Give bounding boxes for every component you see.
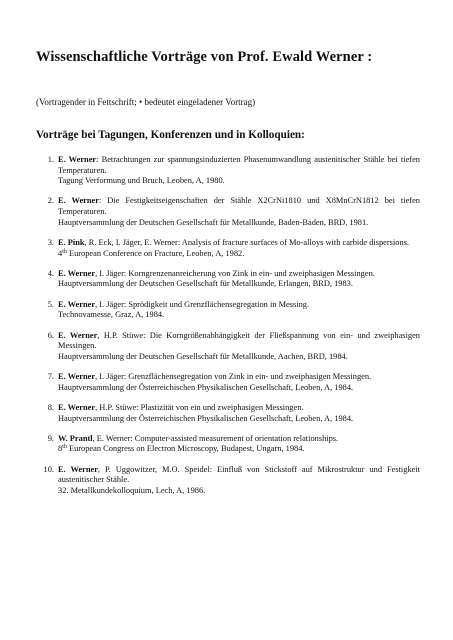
talk-title: : Sprödigkeit und Grenzflächensegregation in Messing.	[123, 299, 310, 309]
item-venue: Tagung Verformung und Bruch, Leoben, A, 1980.	[58, 176, 225, 186]
coauthors: , I. Jäger	[95, 268, 124, 278]
ordinal-suffix: th	[62, 444, 67, 451]
item-venue: 32. Metallkundekolloquium, Lech, A, 1986.	[58, 485, 206, 495]
list-item	[43, 464, 421, 497]
presenter: E. Pink	[58, 237, 85, 247]
presenter: W. Prantl	[58, 433, 93, 443]
coauthors: , I. Jäger	[95, 372, 124, 382]
item-number: 2.	[47, 196, 54, 206]
talk-title: : Korngrenzenanreicherung von Zink in ein- und zweiphasigen Messingen.	[123, 268, 375, 278]
item-venue: Hauptversammlung der Deutschen Gesellschaft für Metallkunde, Baden-Baden, BRD, 1981.	[58, 217, 369, 227]
list-item	[47, 402, 420, 424]
item-number: 8.	[47, 402, 54, 412]
item-venue: Hauptversammlung der Deutschen Gesellschaft für Metallkunde, Erlangen, BRD, 1983.	[58, 279, 353, 289]
item-citation	[58, 155, 420, 176]
item-citation	[58, 196, 420, 217]
legend-note: (Vortragender in Fettschrift; • bedeutet eingeladener Vortrag)	[36, 97, 256, 107]
item-number: 5.	[47, 299, 54, 309]
presenter: E. Werner	[58, 268, 96, 278]
ordinal-number: 8	[58, 444, 63, 454]
coauthors: , P. Uggowitzer, M.O. Speidel	[97, 464, 210, 474]
item-citation	[58, 331, 420, 352]
item-citation	[58, 238, 420, 249]
list-item	[47, 433, 420, 455]
talk-title: : Computer-assisted measurement of orientation relationships.	[130, 433, 339, 443]
item-number: 4.	[47, 268, 54, 278]
item-venue	[58, 444, 420, 455]
presenter: E. Werner	[58, 464, 98, 474]
item-citation	[58, 372, 420, 383]
presenter: E. Werner	[58, 299, 96, 309]
item-venue	[58, 249, 420, 260]
presenter: E. Werner	[58, 330, 98, 340]
list-item	[47, 330, 420, 363]
item-number: 6.	[47, 330, 54, 340]
presenter: E. Werner	[58, 402, 96, 412]
coauthors: , H.P. Stüwe	[95, 402, 137, 412]
item-number: 9.	[47, 433, 54, 443]
talk-list	[43, 155, 421, 506]
list-item	[47, 299, 420, 321]
coauthors: , R. Eck, I. Jäger, E. Werner	[84, 237, 178, 247]
item-number: 1.	[47, 155, 54, 164]
talk-title: : Die Korngrößenabhängigkeit der Fließspannung von ein- und zweiphasigen Messingen.	[58, 330, 420, 351]
talk-title: : Plastizität von ein und zweiphasigen Messingen.	[136, 402, 304, 412]
item-venue: Technovamesse, Graz, A, 1984.	[58, 310, 165, 320]
list-item	[47, 268, 420, 290]
coauthors: , E. Werner	[92, 433, 131, 443]
item-number: 3.	[47, 237, 54, 247]
talk-title: : Einfluß von Stickstoff auf Mikrostruktur und Festigkeit austenitischer Stähle.	[58, 464, 421, 485]
item-citation	[58, 465, 420, 486]
list-item	[47, 196, 420, 228]
list-item	[47, 237, 420, 259]
talk-title: : Grenzflächensegregation von Zink in ein- und zweiphasigen Messingen.	[123, 372, 372, 382]
talk-title: : Betrachtungen zur spannungsinduzierten Phasenumwandlung austenitischer Stähle bei tiefen Temperaturen.	[58, 155, 420, 175]
item-citation	[58, 269, 420, 280]
venue-text: European Congress on Electron Microscopy, Budapest, Ungarn, 1984.	[66, 444, 305, 454]
item-citation	[58, 434, 420, 445]
item-venue: Hauptversammlung der Österreichischen Physikalischen Gesellschaft, Leoben, A, 1984.	[58, 413, 354, 423]
list-item	[47, 372, 420, 393]
talk-title: : Analysis of fracture surfaces of Mo-alloys with carbide dispersions.	[177, 237, 409, 247]
venue-text: European Conference on Fracture, Leoben, A, 1982.	[66, 248, 245, 258]
coauthors: , H.P. Stüwe	[97, 330, 144, 340]
presenter: E. Werner	[58, 155, 97, 164]
item-number: 10.	[43, 464, 54, 474]
page-title: Wissenschaftliche Vorträge von Prof. Ewald Werner :	[36, 49, 373, 65]
ordinal-suffix: th	[62, 248, 67, 255]
item-number: 7.	[47, 372, 54, 382]
talk-title: : Die Festigkeitseigenschaften der Stähle X2CrNi1810 und X8MnCrN1812 bei tiefen Temperaturen.	[58, 196, 420, 217]
item-citation	[58, 403, 420, 414]
list-item	[47, 155, 420, 187]
ordinal-number: 4	[58, 248, 63, 258]
item-citation	[58, 300, 420, 311]
section-heading: Vorträge bei Tagungen, Konferenzen und in Kolloquien:	[36, 129, 305, 141]
presenter: E. Werner	[58, 372, 96, 382]
coauthors: , I. Jäger	[95, 299, 124, 309]
item-venue: Hauptversammlung der Österreichischen Physikalischen Gesellschaft, Leoben, A, 1984.	[58, 382, 354, 392]
presenter: E. Werner	[58, 196, 99, 206]
item-venue: Hauptversammlung der Deutschen Gesellschaft für Metallkunde, Aachen, BRD, 1984.	[58, 351, 348, 361]
